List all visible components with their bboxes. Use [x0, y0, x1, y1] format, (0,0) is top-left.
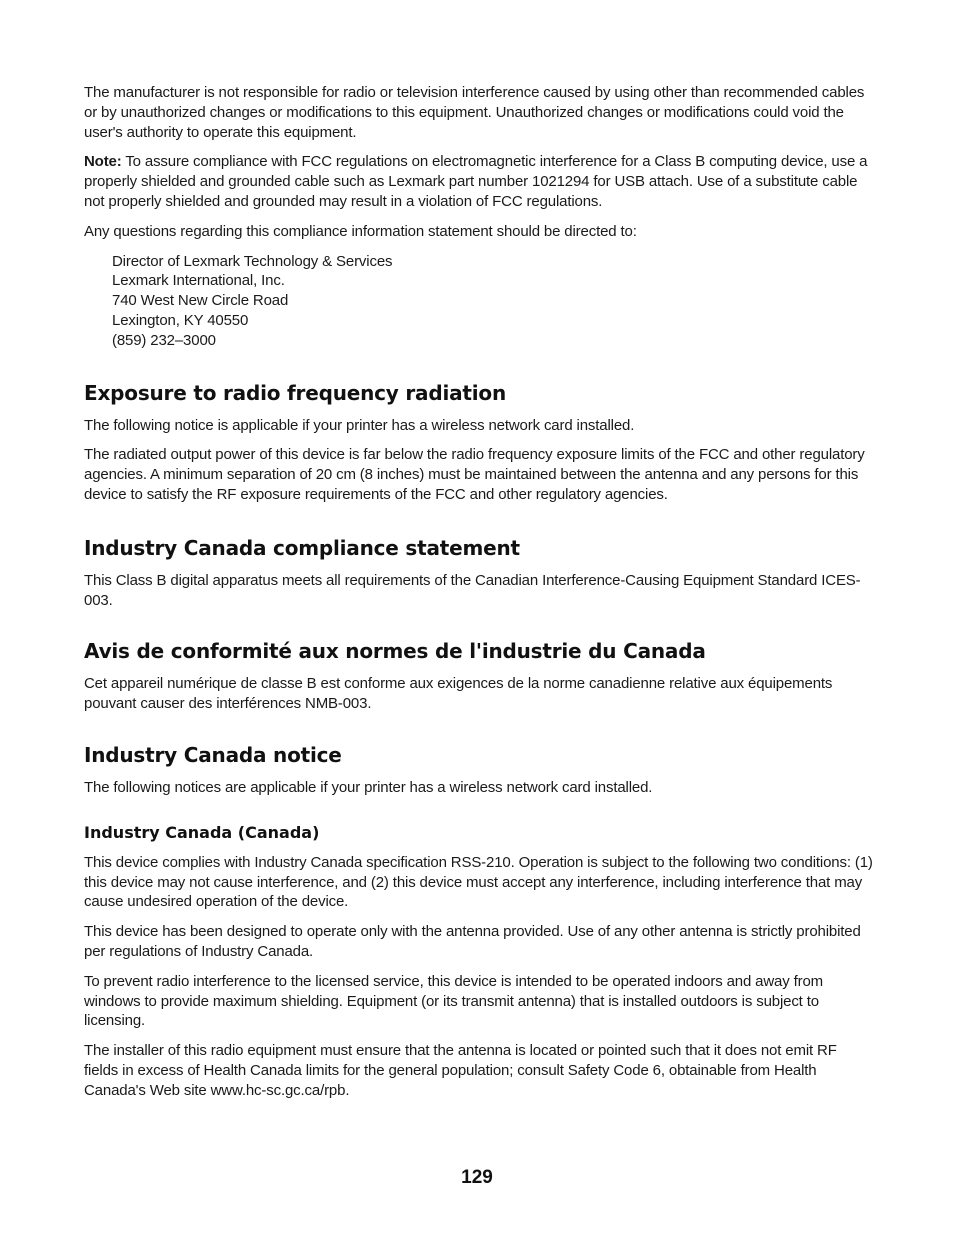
- exposure-heading: Exposure to radio frequency radiation: [84, 380, 507, 405]
- address-line: Lexington, KY 40550: [112, 311, 249, 329]
- page-number: 129: [461, 1167, 493, 1188]
- industry-canada-notice-heading: Industry Canada notice: [84, 742, 342, 767]
- exposure-paragraph-2: The radiated output power of this device is far below the radio frequency exposure limits of the FCC and other regulatory agencies. A minimum separation of 20 cm (8 inches) must be maintained between the antenna and any persons for this device to satisfy the RF exposure requirements of the FCC and other regulatory agencies.: [84, 446, 865, 503]
- industry-canada-canada-paragraph-1: This device complies with Industry Canada specification RSS-210. Operation is subject to the following two conditions: (1) this device may not cause interference, and (2) this device must accept any interference, including interference that may cause undesired operation of the device.: [84, 853, 873, 911]
- industry-canada-notice-paragraph: The following notices are applicable if your printer has a wireless network card installed.: [84, 778, 653, 796]
- avis-paragraph: Cet appareil numérique de classe B est conforme aux exigences de la norme canadienne relative aux équipements pouvant causer des interférences NMB-003.: [84, 675, 833, 713]
- questions-paragraph: Any questions regarding this compliance information statement should be directed to:: [84, 222, 637, 240]
- industry-canada-canada-paragraph-3: To prevent radio interference to the licensed service, this device is intended to be operated indoors and away from windows to provide maximum shielding. Equipment (or its transmit antenna) that is installed outdoors is subject to licensing.: [84, 972, 824, 1030]
- note-label: Note:: [84, 153, 122, 171]
- address-line: (859) 232–3000: [112, 331, 216, 349]
- industry-canada-canada-heading: Industry Canada (Canada): [84, 822, 320, 842]
- industry-canada-compliance-heading: Industry Canada compliance statement: [84, 535, 520, 560]
- exposure-paragraph-1: The following notice is applicable if your printer has a wireless network card installed.: [84, 416, 635, 434]
- avis-heading: Avis de conformité aux normes de l'industrie du Canada: [84, 639, 706, 664]
- manufacturer-paragraph: The manufacturer is not responsible for radio or television interference caused by using other than recommended cables or by unauthorized changes or modifications to this equipment. Unauthorized changes or modifications could void the user's authority to operate this equipment.: [84, 84, 865, 141]
- industry-canada-canada-paragraph-4: The installer of this radio equipment must ensure that the antenna is located or pointed such that it does not emit RF fields in excess of Health Canada limits for the general population; consult Safety Code 6, obtainable from Health Canada's Web site www.hc-sc.gc.ca/rpb.: [84, 1042, 837, 1099]
- address-line: Lexmark International, Inc.: [112, 272, 285, 290]
- industry-canada-compliance-paragraph: This Class B digital apparatus meets all requirements of the Canadian Interference-Causing Equipment Standard ICES-003.: [84, 571, 861, 609]
- address-line: Director of Lexmark Technology & Services: [112, 252, 393, 270]
- note-paragraph: [84, 152, 874, 211]
- document-page: [84, 83, 874, 1110]
- note-text: To assure compliance with FCC regulations on electromagnetic interference for a Class B computing device, use a properly shielded and grounded cable such as Lexmark part number 1021294 for USB attach. Use of a substitute cable not properly shielded and grounded may result in a violation of FCC regulations.: [84, 153, 868, 210]
- address-line: 740 West New Circle Road: [112, 292, 289, 310]
- address-block: [112, 252, 874, 351]
- industry-canada-canada-paragraph-2: This device has been designed to operate only with the antenna provided. Use of any other antenna is strictly prohibited per regulations of Industry Canada.: [84, 923, 861, 960]
